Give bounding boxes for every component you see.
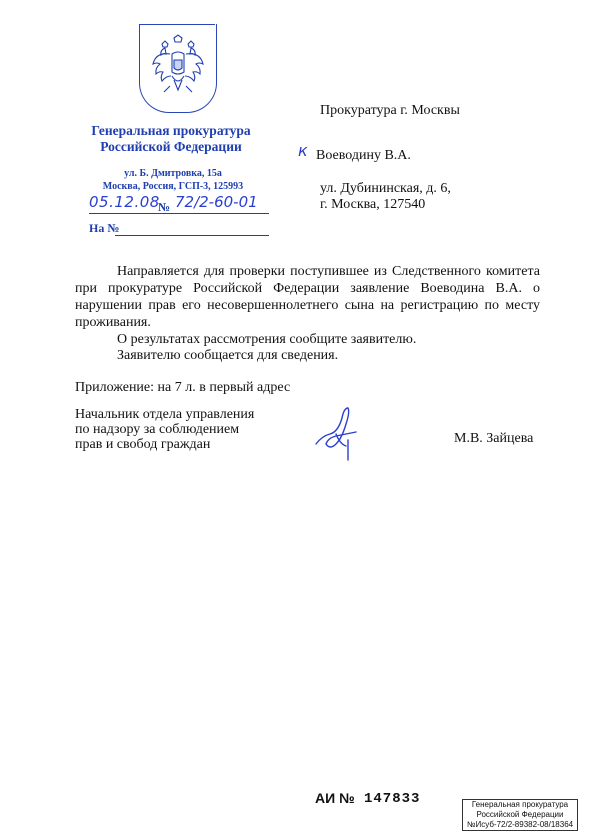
handwritten-mark: к bbox=[298, 141, 308, 160]
double-headed-eagle-emblem bbox=[150, 34, 206, 100]
signatory-title-line-1: Начальник отдела управления bbox=[75, 407, 255, 422]
form-series-label: АИ № bbox=[315, 790, 355, 806]
signatory-title-line-2: по надзору за соблюдением bbox=[75, 422, 240, 437]
body-paragraph-2: О результатах рассмотрения сообщите заявителю. bbox=[117, 332, 417, 347]
sender-address bbox=[86, 167, 260, 193]
reference-number-label: На № bbox=[89, 221, 120, 235]
date-number-underline bbox=[89, 213, 269, 214]
stamp-line-3: №Исуб-72/2-89382-08/18364 bbox=[466, 820, 574, 829]
org-line-1: Генеральная прокуратура bbox=[91, 123, 251, 138]
handwritten-signature bbox=[310, 400, 370, 466]
signatory-title-line-3: прав и свобод граждан bbox=[75, 437, 211, 452]
form-series-number: 147833 bbox=[364, 791, 421, 807]
stamp-line-1: Генеральная прокуратура bbox=[471, 800, 569, 809]
attachment-note: Приложение: на 7 л. в первый адрес bbox=[75, 380, 291, 395]
address-line-1: ул. Б. Дмитровка, 15а bbox=[124, 168, 222, 179]
stamp-line-2: Российской Федерации bbox=[476, 810, 564, 819]
recipient-office: Прокуратура г. Москвы bbox=[320, 103, 460, 118]
body-paragraph-1: Направляется для проверки поступившее из Следственного комитета при прокуратуре Российской Федерации заявление Воеводина В.А. о нарушении прав его несовершеннолетнего сына на регистрацию по месту проживания. bbox=[75, 264, 540, 330]
body-paragraph-3: Заявителю сообщается для сведения. bbox=[117, 348, 339, 363]
sender-organization bbox=[66, 123, 276, 155]
outgoing-number: 72/2-60-01 bbox=[175, 193, 258, 211]
number-sign: № bbox=[158, 200, 171, 214]
recipient-city: г. Москва, 127540 bbox=[320, 197, 426, 212]
registration-stamp bbox=[462, 799, 578, 831]
org-line-2: Российской Федерации bbox=[100, 139, 242, 154]
signatory-name: М.В. Зайцева bbox=[454, 431, 534, 446]
address-line-2: Москва, Россия, ГСП-3, 125993 bbox=[102, 181, 244, 192]
reference-number-underline bbox=[115, 235, 269, 236]
recipient-name: Воеводину В.А. bbox=[316, 148, 411, 163]
recipient-street: ул. Дубининская, д. 6, bbox=[320, 181, 451, 196]
outgoing-date: 05.12.08 bbox=[89, 193, 160, 211]
signatory-title bbox=[75, 407, 254, 452]
